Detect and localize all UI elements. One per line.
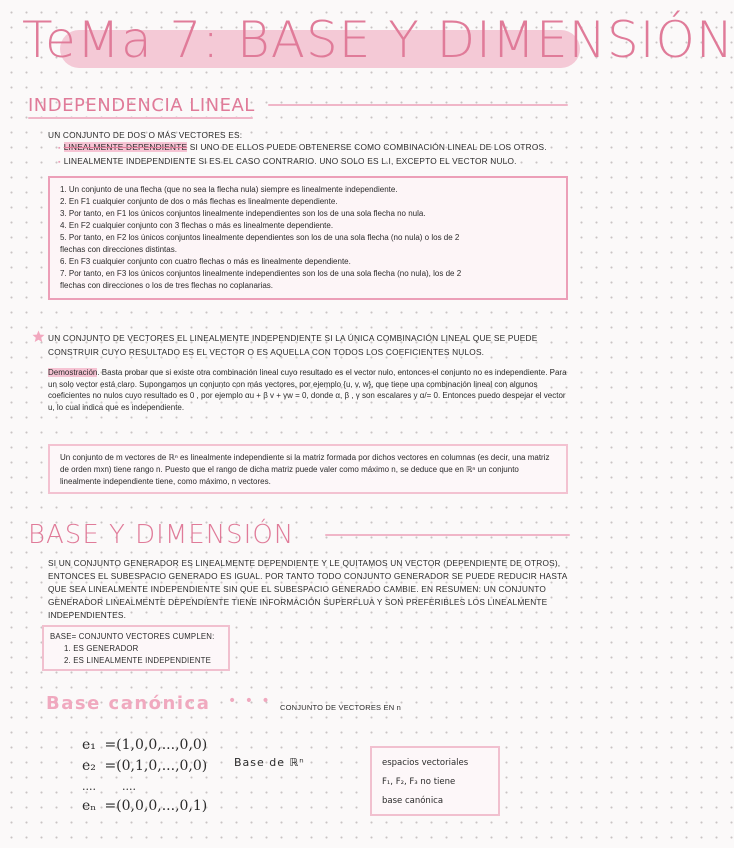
demonstration-paragraph [48,367,568,413]
heading-rule [268,104,568,106]
reduction-paragraph: SI UN CONJUNTO GENERADOR ES LINEALMENTE DEPENDIENTE Y LE QUITAMOS UN VECTOR (DEPENDIENTE DE OTROS), ENTONCES EL SUBESPACIO GENERADO ES IGUAL. POR TANTO TODO CONJUNTO GENERADOR SE PUEDE REDUCIR HASTA QUE SEA LINEALMENTE INDEPENDIENTE SIN QUE EL SUBESPACIO GENERADO CAMBIE. EN RESUMEN: UN CONJUNTO GENERADOR LINEALMENTE DEPENDIENTE TIENE INFORMACIÓN SUPERFLUA Y SON PREFERIBLES LOS LINEALMENTE INDEPENDIENTES. [48,558,568,620]
vector-name: e₁ [82,737,96,753]
vector-name: .... [82,780,96,793]
list-item [58,155,578,169]
demo-text: . Basta probar que si existe otra combinación lineal cuyo resultado es el vector nulo, entonces el conjunto no es independiente. Para un solo vector está claro. Supongamos un conjunto con más vectores, por ejemplo {u, v, w}, que tiene una combinación lineal con algunos coeficientes no nulos cuyo resultado es 0 , por ejemplo αu + β v + γw = 0, donde α, β , γ son escalares y α/= 0. Entonces puedo despejar el vector u, lo cual indica que es independiente. [48,368,567,412]
term-dependiente: LINEALMENTE DEPENDIENTE [63,142,188,152]
vector-name: e₂ [82,758,96,774]
base-of-rn-label: Base de ℝⁿ [234,756,305,769]
box-line: 5. Por tanto, en F2 los únicos conjuntos linealmente dependientes son los de una sola flecha (no nula) o los de 2 [60,233,460,242]
vector-value: =(0,1,0,...,0,0) [104,758,208,774]
base-condition: 2. ES LINEALMENTE INDEPENDIENTE [64,656,212,665]
vector-e1 [82,736,207,754]
vector-ellipsis [82,778,136,796]
box-line: 6. En F3 cualquier conjunto con cuatro flechas o más es linealmente dependiente. [60,257,351,266]
list-item [58,141,578,155]
star-icon [32,330,45,343]
box-line: 2. En F1 cualquier conjunto de dos o más flechas es linealmente dependiente. [60,197,338,206]
box-line: 1. Un conjunto de una flecha (que no sea la flecha nula) siempre es linealmente independiente. [60,185,398,194]
vector-value: =(1,0,0,...,0,0) [104,737,208,753]
spaces-line: espacios vectoriales [382,758,469,768]
base-box-title: BASE= CONJUNTO VECTORES CUMPLEN: [50,632,215,641]
rank-note-box [48,444,568,494]
vectors-label: CONJUNTO DE VECTORES EN n [280,703,401,712]
heading-underline [28,117,253,119]
vector-value: =(0,0,0,...,0,1) [104,798,208,814]
heading-rule [325,534,570,536]
box-line: 7. Por tanto, en F3 los únicos conjuntos linealmente independientes son los de una sola flecha (no nula), los de 2 [60,269,462,278]
page-title: TeMa 7: BASE Y DIMENSIÓN [22,11,734,69]
box-line: flechas con direcciones distintas. [60,245,177,254]
vector-name: eₙ [82,798,97,814]
vector-value: .... [122,780,136,793]
canonical-base-heading: Base canónica [46,693,211,714]
term-independiente: LINEALMENTE INDEPENDIENTE [63,156,196,166]
base-definition-box [42,625,230,671]
vector-spaces-box [370,746,500,816]
spaces-line: F₁, F₂, F₃ no tiene [382,777,456,787]
vector-en [82,797,207,815]
arrows-box [48,176,568,300]
definition-list [58,141,578,169]
section-heading-base-dimension: BASE Y DIMENSIÓN [28,520,295,550]
vector-e2 [82,757,207,775]
box-line: 4. En F2 cualquier conjunto con 3 flechas o más es linealmente dependiente. [60,221,334,230]
base-condition: 1. ES GENERADOR [64,644,139,653]
heading-dots: • • • [228,693,272,709]
section-heading-independencia: INDEPENDENCIA LINEAL [28,95,255,116]
rank-note: Un conjunto de m vectores de ℝⁿ es linealmente independiente si la matriz formada por dichos vectores en columnas (es decir, una matriz de orden mxn) tiene rango n. Puesto que el rango de dicha matriz puede valer como máximo n, se deduce que en ℝⁿ un conjunto linealmente independiente tiene, como máximo, n vectores. [60,453,550,486]
intro-text: UN CONJUNTO DE DOS O MÁS VECTORES ES: [48,130,243,140]
box-line: 3. Por tanto, en F1 los únicos conjuntos linealmente independientes son los de una sola flecha no nula. [60,209,426,218]
term-description: SI UNO DE ELLOS PUEDE OBTENERSE COMO COMBINACIÓN LINEAL DE LOS OTROS. [187,142,547,152]
term-description: SI ES EL CASO CONTRARIO. UNO SOLO ES L.I, EXCEPTO EL VECTOR NULO. [195,156,517,166]
spaces-line: base canónica [382,796,444,806]
box-line: flechas con direcciones o los de tres flechas no coplanarias. [60,281,274,290]
independence-definition: UN CONJUNTO DE VECTORES EL LINEALMENTE INDEPENDIENTE SI LA ÚNICA COMBINACIÓN LINEAL QUE SE PUEDE CONSTRUIR CUYO RESULTADO ES EL VECTOR O ES AQUELLA CON TODOS LOS COEFICIENTES NULOS. [48,333,538,357]
demo-label: Demostración [48,368,98,377]
